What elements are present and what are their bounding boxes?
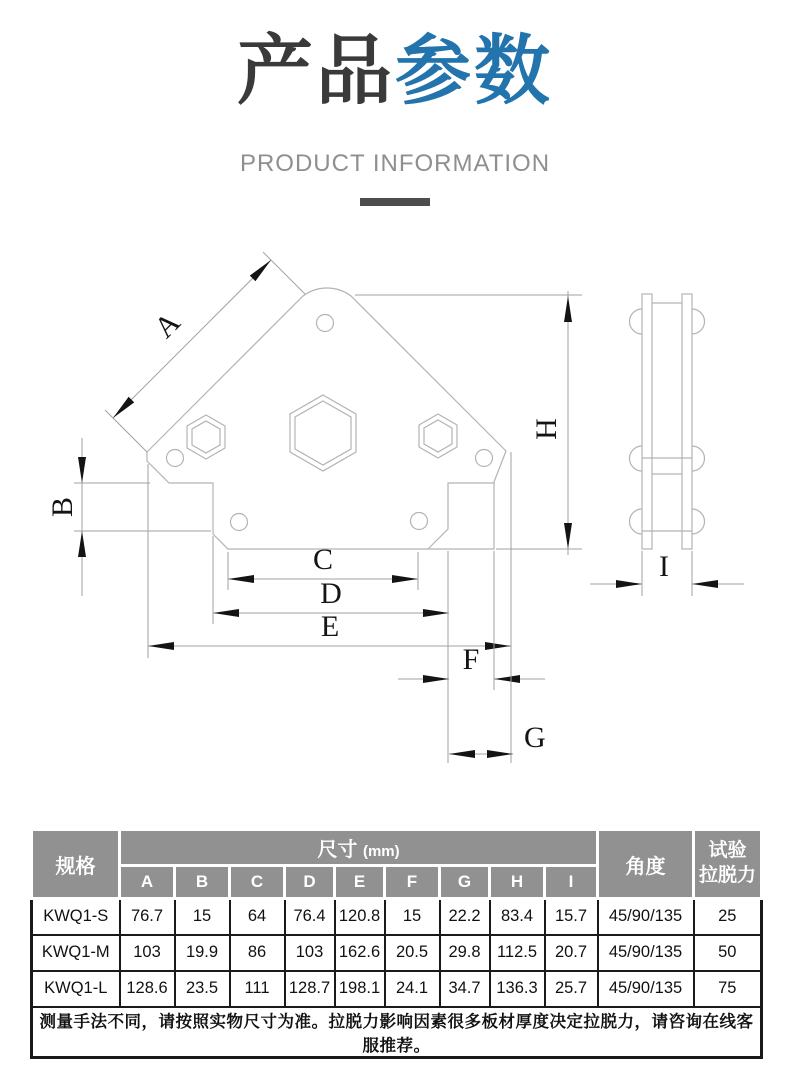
col-header-size: 尺寸 (mm) [120, 830, 598, 866]
right-hex-hole [419, 414, 457, 458]
cell-g: 22.2 [440, 899, 490, 935]
cell-d: 76.4 [285, 899, 335, 935]
dim-label-b: B [46, 496, 79, 518]
cell-i: 20.7 [545, 935, 598, 971]
cell-c: 86 [230, 935, 285, 971]
dimension-f [398, 551, 545, 763]
dim-label-g: G [524, 721, 546, 754]
col-header-b: B [175, 866, 230, 899]
cell-i: 15.7 [545, 899, 598, 935]
dim-label-i: I [659, 550, 669, 583]
page-title-accent: 参数 [395, 29, 553, 114]
table-note: 测量手法不同，请按照实物尺寸为准。拉脱力影响因素很多板材厚度决定拉脱力，请咨询在线客服推荐。 [32, 1007, 762, 1058]
dimension-b [46, 438, 211, 596]
title-divider [360, 198, 430, 206]
col-header-f: F [385, 866, 440, 899]
cell-i: 25.7 [545, 971, 598, 1007]
cell-b: 19.9 [175, 935, 230, 971]
page-title-dark: 产品 [237, 29, 395, 114]
page-title [0, 29, 790, 114]
dim-label-a: A [147, 305, 187, 345]
technical-drawing [0, 239, 790, 772]
side-view [630, 294, 705, 549]
col-header-pull-force: 试验 拉脱力 [694, 830, 762, 899]
dim-label-c: C [312, 543, 334, 576]
col-header-d: D [285, 866, 335, 899]
cell-angle: 45/90/135 [598, 899, 694, 935]
dim-label-f: F [462, 643, 480, 676]
col-header-c: C [230, 866, 285, 899]
cell-g: 34.7 [440, 971, 490, 1007]
col-header-h: H [490, 866, 545, 899]
cell-a: 128.6 [120, 971, 175, 1007]
cell-b: 23.5 [175, 971, 230, 1007]
col-header-a: A [120, 866, 175, 899]
col-header-i: I [545, 866, 598, 899]
cell-f: 20.5 [385, 935, 440, 971]
dimension-i [590, 550, 744, 596]
front-view [147, 288, 506, 549]
model-name: KWQ1-L [32, 971, 120, 1007]
spec-table [30, 828, 763, 1059]
cell-f: 15 [385, 899, 440, 935]
cell-h: 136.3 [490, 971, 545, 1007]
table-note-row [32, 1007, 762, 1058]
model-name: KWQ1-S [32, 899, 120, 935]
dim-label-e: E [320, 610, 340, 643]
cell-e: 162.6 [335, 935, 385, 971]
dim-label-d: D [320, 577, 342, 610]
table-row-kwq1-s [32, 899, 762, 935]
table-row-kwq1-m [32, 935, 762, 971]
left-hex-hole [187, 415, 225, 459]
dim-label-h: H [530, 418, 563, 440]
cell-h: 112.5 [490, 935, 545, 971]
dimension-h [355, 291, 582, 555]
cell-pull: 25 [694, 899, 762, 935]
cell-h: 83.4 [490, 899, 545, 935]
page-header [0, 0, 790, 206]
center-hex-hole [290, 395, 356, 471]
cell-f: 24.1 [385, 971, 440, 1007]
cell-pull: 75 [694, 971, 762, 1007]
col-header-g: G [440, 866, 490, 899]
cell-d: 103 [285, 935, 335, 971]
col-header-e: E [335, 866, 385, 899]
round-holes [167, 315, 493, 531]
dimension-g [449, 452, 546, 763]
cell-e: 198.1 [335, 971, 385, 1007]
page-subtitle: PRODUCT INFORMATION [239, 150, 551, 177]
cell-angle: 45/90/135 [598, 935, 694, 971]
cell-angle: 45/90/135 [598, 971, 694, 1007]
cell-e: 120.8 [335, 899, 385, 935]
col-header-spec: 规格 [32, 830, 120, 899]
cell-a: 103 [120, 935, 175, 971]
cell-c: 111 [230, 971, 285, 1007]
table-row-kwq1-l [32, 971, 762, 1007]
cell-g: 29.8 [440, 935, 490, 971]
cell-b: 15 [175, 899, 230, 935]
cell-pull: 50 [694, 935, 762, 971]
cell-d: 128.7 [285, 971, 335, 1007]
spec-table-section [30, 828, 760, 1059]
cell-c: 64 [230, 899, 285, 935]
model-name: KWQ1-M [32, 935, 120, 971]
col-header-angle: 角度 [598, 830, 694, 899]
cell-a: 76.7 [120, 899, 175, 935]
